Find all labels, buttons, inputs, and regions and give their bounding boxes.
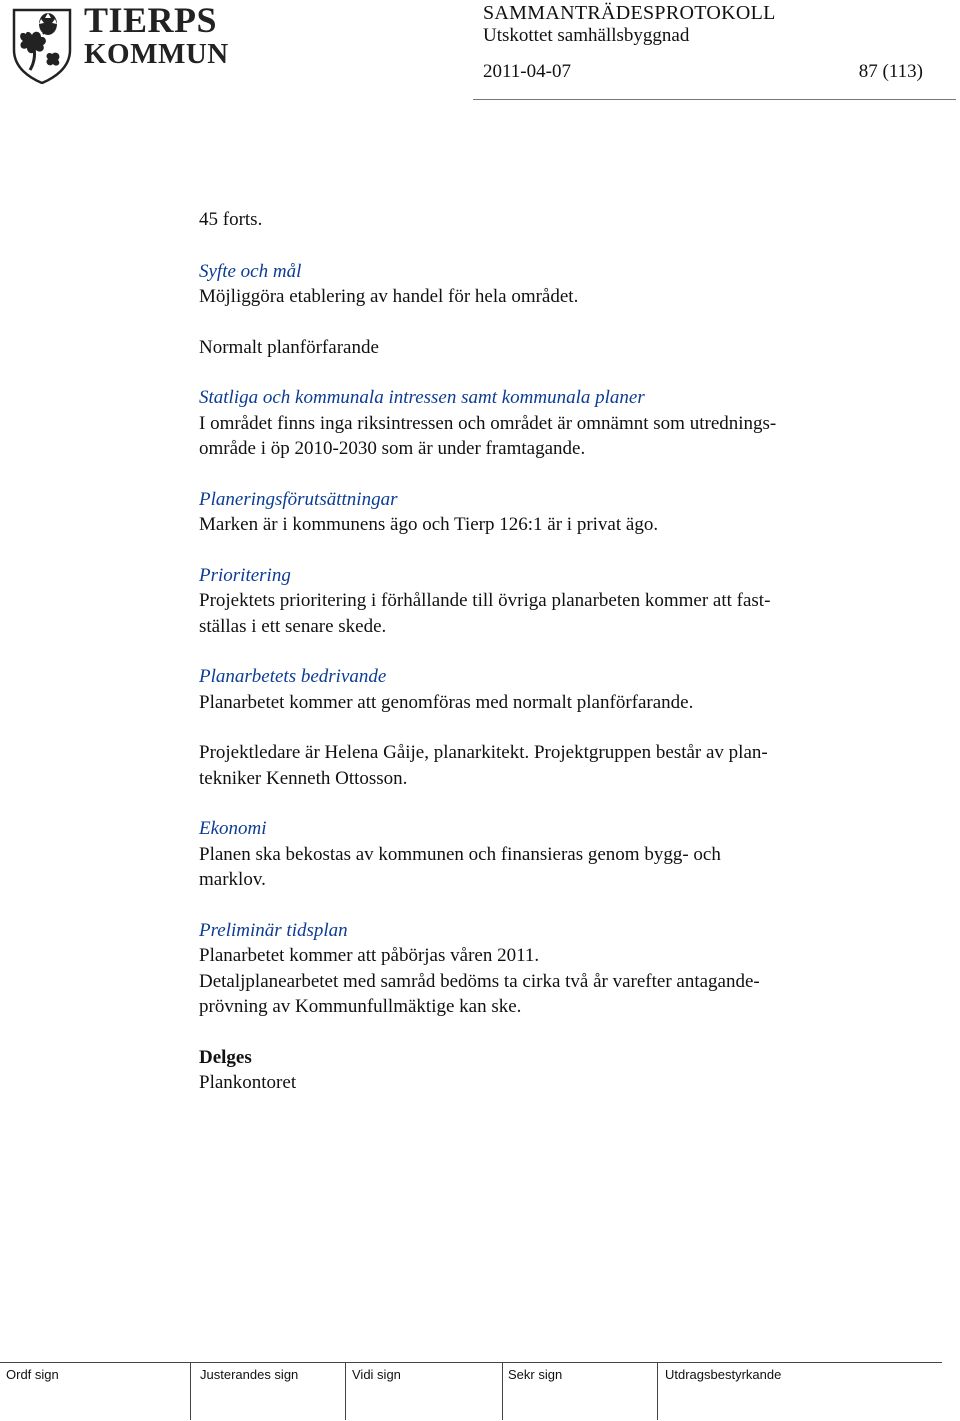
section-heading: Preliminär tidsplan <box>199 919 348 941</box>
section-text: Planen ska bekostas av kommunen och finansieras genom bygg- och <box>199 843 721 865</box>
municipality-name-line1: TIERPS <box>84 0 218 40</box>
signature-label-certification: Utdragsbestyrkande <box>665 1367 782 1382</box>
section-heading: Planarbetets bedrivande <box>199 666 387 687</box>
committee-name: Utskottet samhällsbyggnad <box>483 25 690 46</box>
section-text: Planarbetet kommer att påbörjas våren 2011. <box>199 945 540 966</box>
signature-table-top-border <box>0 1362 942 1363</box>
signature-label-chair: Ordf sign <box>6 1367 59 1382</box>
section-text: Projektledare är Helena Gåije, planarkitekt. Projektgruppen består av plan- <box>199 742 768 763</box>
section-text: marklov. <box>199 869 266 890</box>
paragraph-continuation-marker: 45 forts. <box>199 209 263 230</box>
header-divider <box>473 99 956 100</box>
signature-label-vidi: Vidi sign <box>352 1367 401 1382</box>
municipality-name <box>84 2 229 69</box>
section-heading: Planeringsförutsättningar <box>199 488 398 510</box>
section-text: Planarbetet kommer att genomföras med normalt planförfarande. <box>199 691 694 713</box>
section-text: område i öp 2010-2030 som är under framtagande. <box>199 438 586 459</box>
section-text: Möjliggöra etablering av handel för hela området. <box>199 286 579 307</box>
signature-divider <box>345 1362 346 1420</box>
section-heading: Statliga och kommunala intressen samt kommunala planer <box>199 387 645 408</box>
section-text: I området finns inga riksintressen och området är omnämnt som utrednings- <box>199 412 777 434</box>
section-text: Detaljplanearbetet med samråd bedöms ta cirka två år varefter antagande- <box>199 970 760 992</box>
section-text: prövning av Kommunfullmäktige kan ske. <box>199 996 522 1017</box>
section-text: tekniker Kenneth Ottosson. <box>199 767 408 789</box>
section-heading: Ekonomi <box>199 818 267 839</box>
signature-table <box>0 1362 942 1420</box>
distribution-heading: Delges <box>199 1046 252 1068</box>
signature-divider <box>190 1362 191 1420</box>
meeting-date: 2011-04-07 <box>483 61 571 82</box>
section-text: ställas i ett senare skede. <box>199 615 387 637</box>
signature-label-adjuster: Justerandes sign <box>200 1367 299 1382</box>
section-text: Marken är i kommunens ägo och Tierp 126:1 är i privat ägo. <box>199 514 659 535</box>
page-number: 87 (113) <box>858 61 923 82</box>
municipality-logo-icon <box>10 4 74 84</box>
municipality-name-line2: KOMMUN <box>84 38 229 70</box>
section-heading: Syfte och mål <box>199 260 302 282</box>
document-type: SAMMANTRÄDESPROTOKOLL <box>483 2 776 24</box>
distribution-recipient: Plankontoret <box>199 1072 297 1093</box>
signature-divider <box>502 1362 503 1420</box>
signature-label-secretary: Sekr sign <box>508 1367 563 1382</box>
section-heading: Prioritering <box>199 564 291 586</box>
signature-divider <box>657 1362 658 1420</box>
section-text: Normalt planförfarande <box>199 336 379 358</box>
section-text: Projektets prioritering i förhållande till övriga planarbeten kommer att fast- <box>199 590 771 611</box>
minutes-body <box>199 207 889 1096</box>
